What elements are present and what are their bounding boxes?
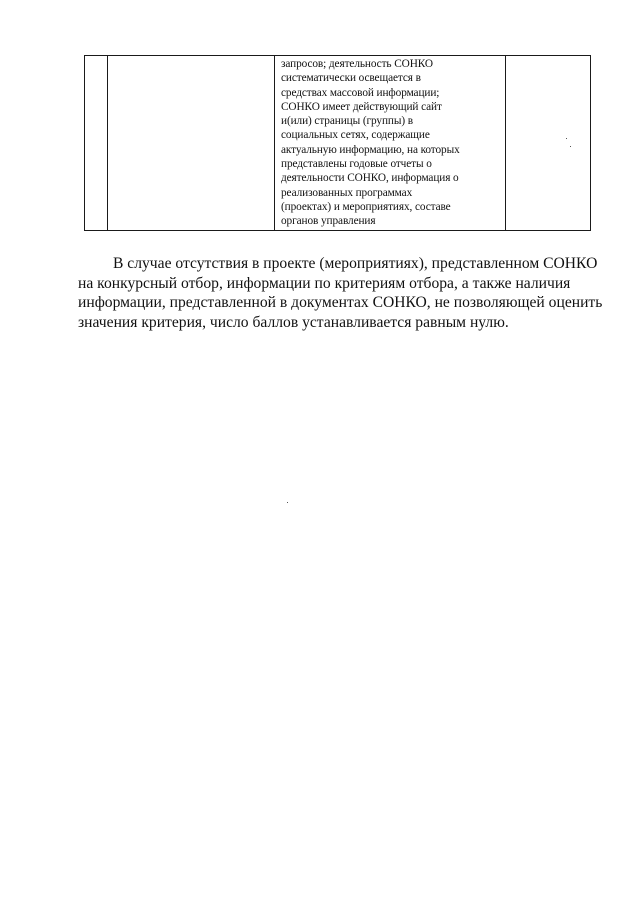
description-line: социальных сетях, содержащие — [281, 129, 430, 142]
description-line: представлены годовые отчеты о — [281, 158, 432, 171]
description-line: (проектах) и мероприятиях, составе — [281, 200, 451, 213]
scan-speck — [566, 138, 567, 139]
criterion-name-cell — [108, 56, 275, 231]
scan-speck — [287, 502, 288, 503]
paragraph-line: значения критерия, число баллов устанавливается равным нулю. — [78, 313, 509, 331]
description-line: деятельности СОНКО, информация о — [281, 172, 459, 185]
body-paragraph — [78, 254, 603, 332]
paragraph-line: В случае отсутствия в проекте (мероприятиях), представленном СОНКО — [113, 255, 598, 272]
row-number-cell — [85, 56, 108, 231]
description-line: реализованных программах — [281, 186, 413, 199]
description-line: средствах массовой информации; — [281, 86, 440, 99]
description-line: СОНКО имеет действующий сайт — [281, 100, 442, 113]
description-line: запросов; деятельность СОНКО — [281, 58, 433, 70]
criterion-description-cell — [275, 56, 506, 231]
description-line: актуальную информацию, на которых — [281, 143, 460, 156]
score-cell — [506, 56, 591, 231]
paragraph-line: информации, представленной в документах СОНКО, не позволяющей оценить — [78, 294, 603, 311]
description-line: органов управления — [281, 215, 376, 228]
criteria-table — [84, 55, 591, 231]
description-line: систематически освещается в — [281, 72, 421, 85]
table-row — [85, 56, 591, 231]
scan-speck — [570, 146, 571, 147]
paragraph-line: на конкурсный отбор, информации по критериям отбора, а также наличия — [78, 274, 571, 292]
description-line: и(или) страницы (группы) в — [281, 115, 413, 128]
